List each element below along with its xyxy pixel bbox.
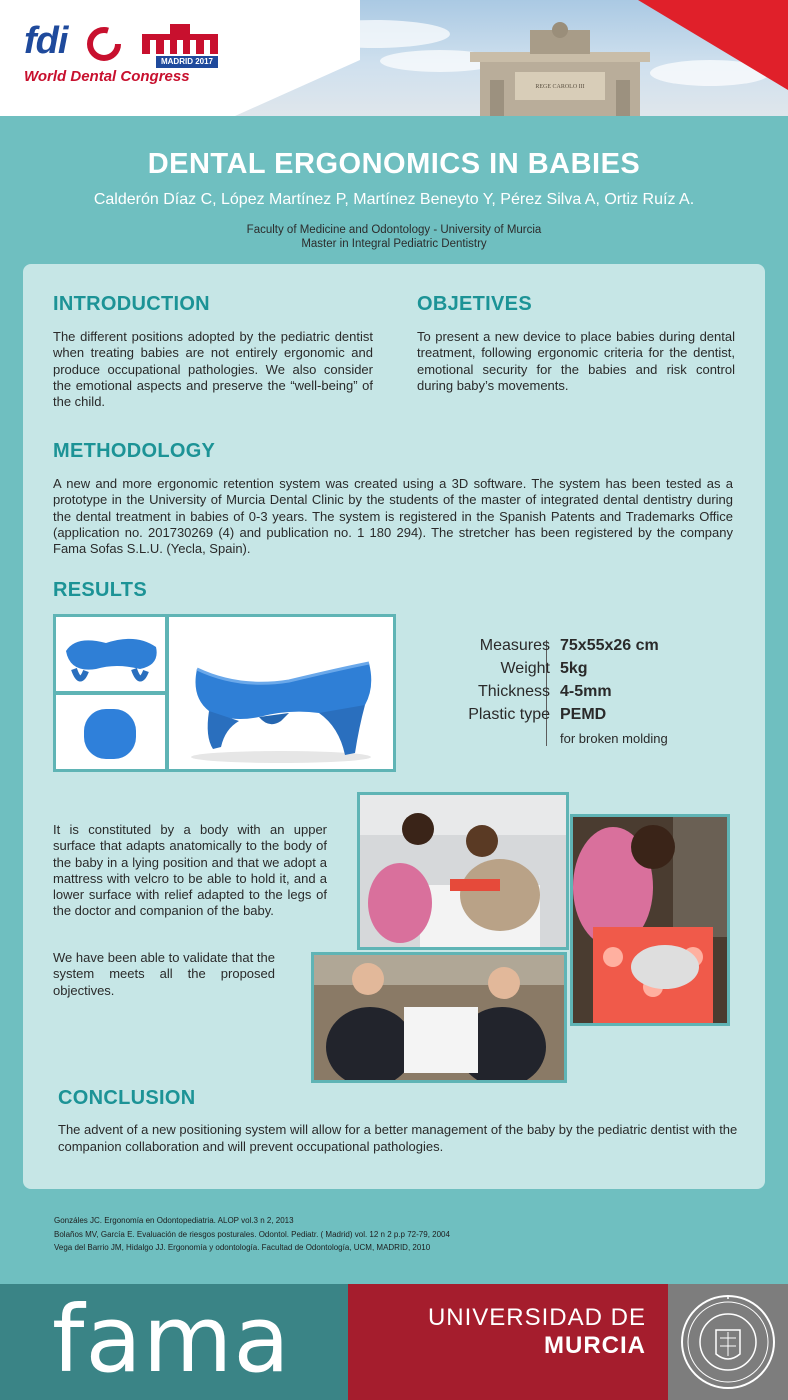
results-validation: We have been able to validate that the system meets all the proposed objectives. xyxy=(53,950,275,998)
introduction-text: The different positions adopted by the pediatric dentist when treating babies are not entirely ergonomic and produce occupational pathologies. We also consider the emotional aspects and preserve the “well-being” of the child. xyxy=(53,329,373,410)
logo-badge: MADRID 2017 xyxy=(156,56,218,68)
methodology-text: A new and more ergonomic retention system was created using a 3D software. The system has been tested as a prototype in the University of Murcia Dental Clinic by the students of the master of integrated dental dentistry during the dental treatment in babies of 0-3 years. The system is registered in the Spanish Patents and Trademarks Office (application no. 201730269 (4) and publication no. 1 180 294). The stretcher has been registered by the company Fama Sofas S.L.U. (Yecla, Spain). xyxy=(53,476,733,557)
introduction-heading: INTRODUCTION xyxy=(53,293,210,315)
conclusion-heading: CONCLUSION xyxy=(58,1087,196,1109)
spec-value: 5kg xyxy=(560,660,588,677)
reference-item: Vega del Barrio JM, Hidalgo JJ. Ergonomía y odontología. Facultad de Odontología, UCM, MADRID, 2010 xyxy=(54,1243,431,1252)
spec-row xyxy=(420,660,720,682)
results-description: It is constituted by a body with an upper surface that adapts anatomically to the body of the baby in a lying position and that we adopt a mattress with velcro to be able to hold it, and a lower surface with relief adapted to the legs of the doctor and companion of the baby. xyxy=(53,822,327,919)
references-list xyxy=(54,1214,450,1255)
university-name-line-2: MURCIA xyxy=(544,1332,646,1359)
clinic-photo-2 xyxy=(570,814,730,1026)
affiliation-line-2: Master in Integral Pediatric Dentistry xyxy=(301,238,487,250)
spec-label: Plastic type xyxy=(468,706,550,723)
fama-logo: fama xyxy=(52,1286,291,1393)
spec-row xyxy=(420,706,720,728)
poster-affiliation xyxy=(0,223,788,251)
madrid-gate-icon xyxy=(140,22,220,56)
spec-value: 4-5mm xyxy=(560,683,612,700)
logo-event-name: World Dental Congress xyxy=(24,68,190,85)
stretcher-side-render xyxy=(53,614,168,694)
poster-title: DENTAL ERGONOMICS IN BABIES xyxy=(147,148,641,180)
methodology-heading: METHODOLOGY xyxy=(53,440,216,462)
spec-label: Measures xyxy=(479,637,550,654)
clinic-photo-3 xyxy=(311,952,567,1083)
fdi-logo: fdi MADRID 2017 World Dental Congress xyxy=(22,20,227,90)
clinic-photo-1 xyxy=(357,792,569,950)
spec-note: for broken molding xyxy=(560,731,668,746)
conclusion-text: The advent of a new positioning system will allow for a better management of the baby by the pediatric dentist with the companion collaboration and will prevent occupational pathologies. xyxy=(58,1122,738,1154)
reference-item: Bolaños MV, García E. Evaluación de riesgos posturales. Odontol. Pediatr. ( Madrid) vol. 12 n 2 p.p 72-79, 2004 xyxy=(54,1229,450,1239)
university-name-line-1: UNIVERSIDAD DE xyxy=(427,1304,646,1331)
spec-label: Weight xyxy=(500,660,550,677)
spec-label: Thickness xyxy=(477,683,550,700)
svg-text:REGE CAROLO III: REGE CAROLO III xyxy=(535,84,585,90)
reference-item: Gonzáles JC. Ergonomía en Odontopediatria. ALOP vol.3 n 2, 2013 xyxy=(54,1216,294,1225)
spec-row xyxy=(420,637,720,659)
spec-value: 75x55x26 cm xyxy=(560,637,659,654)
header-banner xyxy=(0,0,788,116)
results-heading: RESULTS xyxy=(53,579,147,601)
university-seal-icon xyxy=(680,1294,776,1390)
affiliation-line-1: Faculty of Medicine and Odontology - University of Murcia xyxy=(246,224,542,236)
objetives-heading: OBJETIVES xyxy=(417,293,532,315)
stretcher-top-render xyxy=(53,692,168,772)
spec-value: PEMD xyxy=(560,706,607,723)
objetives-text: To present a new device to place babies during dental treatment, following ergonomic criteria for the dentist, emotional security for the babies and risk control during baby’s movements. xyxy=(417,329,735,393)
header-red-corner xyxy=(638,0,788,90)
stretcher-perspective-render xyxy=(166,614,396,772)
spec-row xyxy=(420,683,720,705)
fdi-smile-icon xyxy=(86,26,122,62)
poster-authors: Calderón Díaz C, López Martínez P, Martínez Beneyto Y, Pérez Silva A, Ortiz Ruíz A. xyxy=(93,191,695,208)
